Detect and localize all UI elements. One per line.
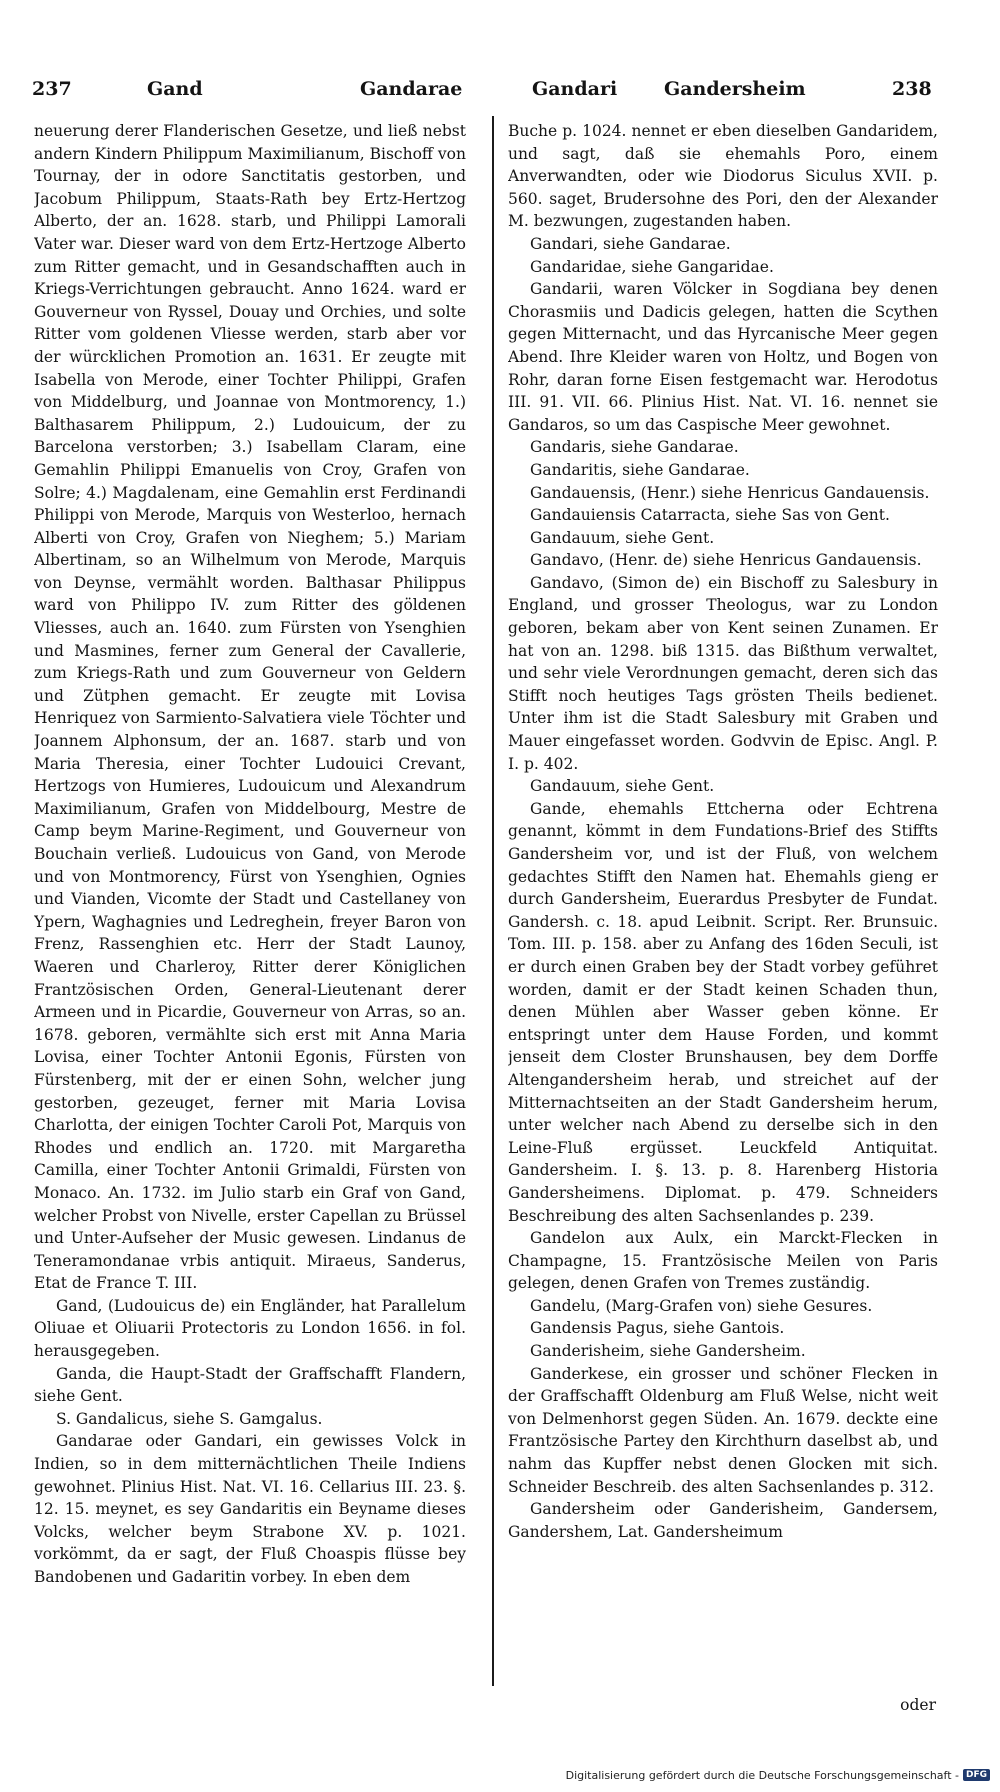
paragraph: Buche p. 1024. nennet er eben dieselben Gandaridem, und sagt, daß sie ehemahls Poro, einem Anverwandten, oder wie Diodorus Siculus XVII. p. 560. saget, Brudersohne des Pori, den der Alexander M. bezwungen, zugestanden haben. (508, 122, 938, 231)
header-word-gandersheim: Gandersheim (664, 78, 806, 100)
right-column (508, 120, 938, 1720)
credit-text: Digitalisierung gefördert durch die Deutsche Forschungsgemeinschaft - (565, 1768, 959, 1782)
entry-ganderkese: Ganderkese, ein grosser und schöner Flecken in der Graffschafft Oldenburg am Fluß Welse, nicht weit von Delmenhorst gegen Süden. An. 1679. deckte eine Frantzösische Partey den Kirchthurn daselbst ab, und nahm das Kupffer nebst denen Glocken mit sich. Schneider Beschreib. des alten Sachsenlandes p. 312. (508, 1364, 938, 1496)
entry-gandari: Gandari, siehe Gandarae. (530, 234, 731, 253)
entry-gande: Gande, ehemahls Ettcherna oder Echtrena genannt, kömmt in dem Fundations-Brief des Stiffts Gandersheim vor, und ist der Fluß, von welchem gedachtes Stifft den Namen hat. Ehemahls gieng er durch Gandersheim, Euerardus Presbyter de Fundat. Gandersh. c. 18. apud Leibnit. Script. Rer. Brunsuic. Tom. III. p. 158. aber zu Anfang des 16den Seculi, ist er durch einen Graben bey der Stadt vorbey geführet worden, damit er der Stadt keinen Schaden thun, denen Mühlen aber Wasser geben könne. Er entspringt unter dem Hause Forden, und kommt jenseit dem Closter Brunshausen, bey dem Dorffe Altengandersheim herab, und streichet auf der Mitternachtseiten an der Stadt Gandersheim herum, unter welcher nach Abend zu derselbe sich in den Leine-Fluß ergüsset. Leuckfeld Antiquitat. Gandersheim. I. §. 13. p. 8. Harenberg Historia Gandersheimens. Diplomat. p. 479. Schneiders Beschreibung des alten Sachsenlandes p. 239. (508, 799, 938, 1225)
entry-gandauum: Gandauum, siehe Gent. (530, 528, 715, 547)
entry-ganderisheim: Ganderisheim, siehe Gandersheim. (530, 1342, 806, 1361)
entry-gandensis-pagus: Gandensis Pagus, siehe Gantois. (530, 1319, 785, 1338)
catchword: oder (900, 1696, 936, 1714)
left-column (34, 120, 466, 1720)
paragraph: neuerung derer Flanderischen Gesetze, und ließ nebst andern Kindern Philippum Maximilianum, Bischoff von Tournay, der in odore Sanctitatis gestorben, und Jacobum Philippum, Staats-Rath bey Ertz-Hertzog Alberto, der an. 1628. starb, und Philippi Lamorali Vater war. Dieser ward von dem Ertz-Hertzoge Alberto zum Ritter gemacht, und in Gesandschafften auch in Kriegs-Verrichtungen gebraucht. Anno 1624. ward er Gouverneur von Ryssel, Douay und Orchies, und solte Ritter vom goldenen Vliesse werden, starb aber vor der würcklichen Promotion an. 1631. Er zeugte mit Isabella von Merode, einer Tochter Philippi, Grafen von Middelburg, und Joannae von Montmorency, 1.) Balthasarem Philippum, 2.) Ludouicum, der zu Barcelona verstorben; 3.) Isabellam Claram, eine Gemahlin Philippi Emanuelis von Croy, Grafen von Solre; 4.) Magdalenam, eine Gemahlin erst Ferdinandi Philippi von Merode, Marquis von Westerloo, hernach Alberti von Croy, Grafen von Nieghem; 5.) Mariam Albertinam, so an Wilhelmum von Merode, Marquis von Deynse, vermählt worden. Balthasar Philippus ward von Philippo IV. zum Ritter des göldenen Vliesses, auch an. 1640. zum Fürsten von Ysenghien und Masmines, ferner zum General der Cavallerie, zum Kriegs-Rath und zum Gouverneur von Geldern und Zütphen gemacht. Er zeugte mit Lovisa Henriquez von Sarmiento-Salvatiera viele Töchter und Joannem Alphonsum, der an. 1687. starb und von Maria Theresia, einer Tochter Ludouici Crevant, Hertzogs von Humieres, Ludouicum und Alexandrum Maximilianum, Grafen von Middelbourg, Mestre de Camp beym Marine-Regiment, und Gouverneur von Bouchain verließ. Ludouicus von Gand, von Merode und von Montmorency, Fürst von Ysenghien, Ognies und Vianden, Vicomte der Stadt und Castellaney von Ypern, Waghagnies und Ledreghein, freyer Baron von Frenz, Rassenghien etc. Herr der Stadt Launoy, Waeren und Charleroy, Ritter derer Königlichen Frantzösischen Orden, General-Lieutenant derer Armeen und in Picardie, Gouverneur von Arras, so an. 1678. geboren, vermählte sich erst mit Anna Maria Lovisa, einer Tochter Antonii Egonis, Fürsten von Fürstenberg, mit der er einen Sohn, welcher jung gestorben, gezeuget, ferner mit Maria Lovisa Charlotta, der einigen Tochter Caroli Pot, Marquis von Rhodes und endlich an. 1720. mit Margaretha Camilla, einer Tochter Antonii Grimaldi, Fürsten von Monaco. An. 1732. im Julio starb ein Graf von Gand, welcher Probst von Nivelle, erster Capellan zu Brüssel und Unter-Aufseher der Music gewesen. Lindanus de Teneramondanae vrbis antiquit. Miraeus, Sanderus, Etat de France T. III. (34, 122, 466, 1293)
entry-gandalicus: S. Gandalicus, siehe S. Gamgalus. (56, 1409, 323, 1428)
entry-gandauensis: Gandauensis, (Henr.) siehe Henricus Gandauensis. (530, 483, 930, 502)
entry-gand-ludouicus: Gand, (Ludouicus de) ein Engländer, hat Parallelum Oliuae et Oliuarii Protectoris zu London 1656. in fol. herausgegeben. (34, 1296, 466, 1361)
column-divider (492, 116, 494, 1686)
page-number-left: 237 (32, 78, 72, 100)
entry-gandelu: Gandelu, (Marg-Grafen von) siehe Gesures. (530, 1296, 873, 1315)
digitization-credit (566, 1766, 990, 1784)
entry-gandaritis: Gandaritis, siehe Gandarae. (530, 460, 750, 479)
entry-gandelon: Gandelon aux Aulx, ein Marckt-Flecken in Champagne, 15. Frantzösische Meilen von Paris gelegen, denen Grafen von Tremes zuständig. (508, 1229, 938, 1293)
entry-gandauiensis-catarracta: Gandauiensis Catarracta, siehe Sas von Gent. (530, 506, 890, 525)
entry-gandavo-simon: Gandavo, (Simon de) ein Bischoff zu Salesbury in England, und grosser Theologus, war zu London geboren, bekam aber von Kent seinen Zunamen. Er hat von an. 1298. biß 1315. das Bißthum verwaltet, und sehr viele Verordnungen gemacht, deren sich das Stifft noch heutiges Tags grösten Theils bedienet. Unter ihm ist die Stadt Salesbury mit Graben und Mauer eingefasset worden. Godvvin de Episc. Angl. P. I. p. 402. (508, 573, 938, 773)
entry-ganda: Ganda, die Haupt-Stadt der Graffschafft Flandern, siehe Gent. (34, 1364, 466, 1406)
running-header (32, 78, 940, 108)
header-word-gandarae: Gandarae (360, 78, 463, 100)
header-word-gandari: Gandari (532, 78, 618, 100)
page-number-right: 238 (892, 78, 932, 100)
dfg-logo-icon: DFG (963, 1769, 990, 1781)
entry-gandavo-henr: Gandavo, (Henr. de) siehe Henricus Gandauensis. (530, 551, 922, 570)
entry-gandaris: Gandaris, siehe Gandarae. (530, 438, 739, 457)
entry-gandersheim: Gandersheim oder Ganderisheim, Gandersem, Gandershem, Lat. Gandersheimum (508, 1500, 938, 1541)
entry-gandauum-2: Gandauum, siehe Gent. (530, 777, 715, 796)
entry-gandarae: Gandarae oder Gandari, ein gewisses Volck in Indien, so in dem mitternächtlichen Theile Indiens gewohnet. Plinius Hist. Nat. VI. 16. Cellarius III. 23. §. 12. 15. meynet, es sey Gandaritis ein Beyname dieses Volcks, welcher beym Strabone XV. p. 1021. vorkömmt, da er sagt, der Fluß Choaspis flüsse bey Bandobenen und Gadaritin vorbey. In eben dem (34, 1432, 466, 1586)
entry-gandarii: Gandarii, waren Völcker in Sogdiana bey denen Chorasmiis und Dadicis gelegen, hatten die Scythen gegen Mitternacht, und das Hyrcanische Meer gegen Abend. Ihre Kleider waren von Holtz, und Bogen von Rohr, daran forne Eisen festgemacht war. Herodotus III. 91. VII. 66. Plinius Hist. Nat. VI. 16. nennet sie Gandaros, so um das Caspische Meer gewohnet. (508, 280, 938, 434)
entry-gandaridae: Gandaridae, siehe Gangaridae. (530, 257, 774, 276)
header-word-gand: Gand (147, 78, 203, 100)
